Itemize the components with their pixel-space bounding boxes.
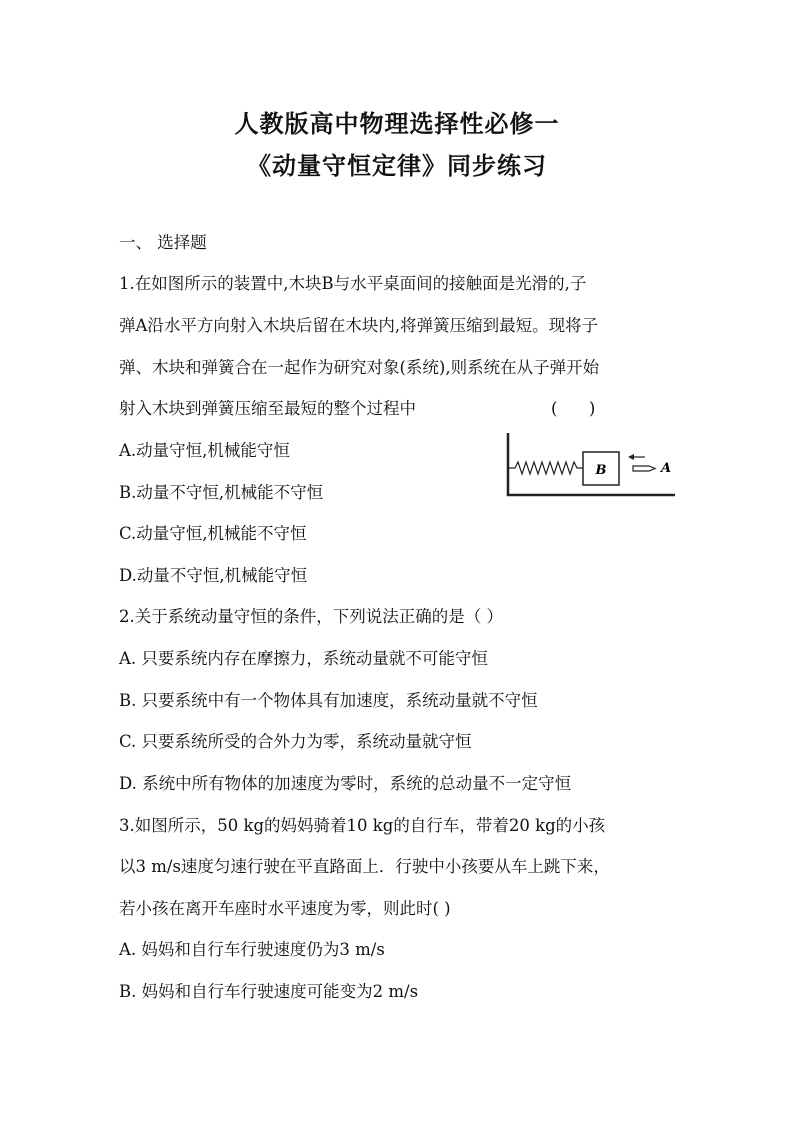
bullet-a-label: A — [661, 461, 672, 476]
option-d: D. 系统中所有物体的加速度为零时，系统的总动量不一定守恒 — [119, 774, 572, 793]
question-3-stem-line: 若小孩在离开车座时水平速度为零，则此时( ) — [119, 899, 451, 918]
page-subtitle: 《动量守恒定律》同步练习 — [247, 152, 547, 180]
option-b: B. 只要系统中有一个物体具有加速度，系统动量就不守恒 — [119, 691, 538, 710]
option-b: B. 妈妈和自行车行驶速度可能变为2 m/s — [119, 982, 419, 1001]
option-a: A.动量守恒,机械能守恒 — [119, 441, 290, 460]
option-c: C.动量守恒,机械能不守恒 — [119, 524, 307, 543]
option-c: C. 只要系统所受的合外力为零，系统动量就守恒 — [119, 732, 472, 751]
question-1-stem-line: 射入木块到弹簧压缩至最短的整个过程中 — [119, 399, 416, 418]
question-3-stem-line: 3.如图所示，50 kg的妈妈骑着10 kg的自行车，带着20 kg的小孩 — [119, 816, 606, 835]
question-1-stem-line: 弹A沿水平方向射入木块后留在木块内,将弹簧压缩到最短。现将子 — [119, 316, 599, 335]
page-title: 人教版高中物理选择性必修一 — [234, 110, 560, 138]
block-b-label: B — [595, 463, 607, 478]
option-a: A. 只要系统内存在摩擦力，系统动量就不可能守恒 — [119, 649, 488, 668]
question-1-stem-line: 弹、木块和弹簧合在一起作为研究对象(系统),则系统在从子弹开始 — [119, 358, 600, 377]
spring-block-bullet-diagram — [503, 430, 678, 500]
answer-bracket: ( ) — [551, 399, 596, 418]
spring — [509, 462, 583, 474]
option-a: A. 妈妈和自行车行驶速度仍为3 m/s — [119, 940, 385, 959]
arrow-head-icon — [628, 454, 634, 460]
bullet-a — [633, 466, 655, 471]
option-b: B.动量不守恒,机械能不守恒 — [119, 483, 324, 502]
option-d: D.动量不守恒,机械能守恒 — [119, 566, 308, 585]
question-3-stem-line: 以3 m/s速度匀速行驶在平直路面上．行驶中小孩要从车上跳下来， — [119, 857, 610, 876]
section-heading: 一、 选择题 — [119, 233, 207, 252]
question-2-stem: 2.关于系统动量守恒的条件，下列说法正确的是（ ） — [119, 607, 503, 626]
question-1-stem-line: 1.在如图所示的装置中,木块B与水平桌面间的接触面是光滑的,子 — [119, 274, 587, 293]
